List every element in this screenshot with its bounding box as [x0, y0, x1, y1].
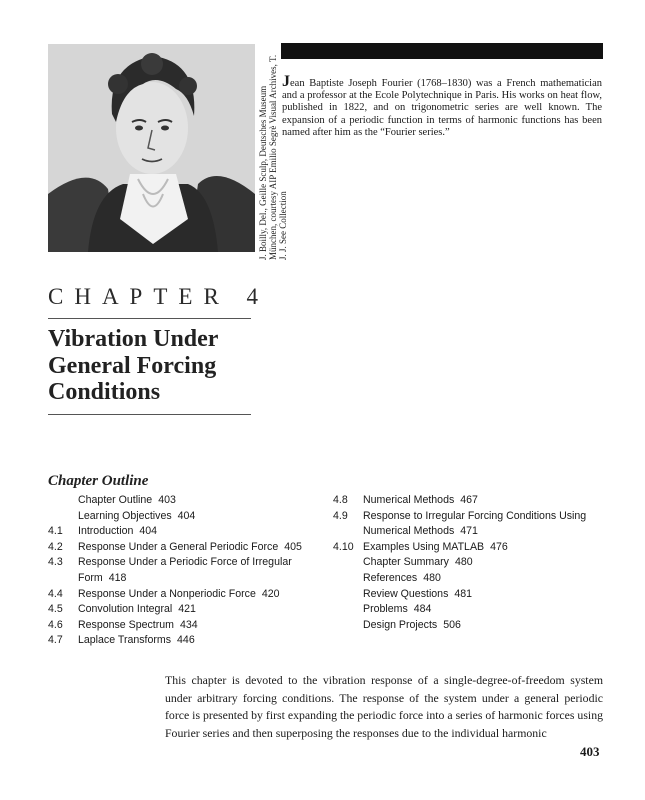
outline-item[interactable]: 4.9 Response to Irregular Forcing Conditions Using Numerical Methods 471	[333, 509, 587, 538]
fourier-biography	[282, 73, 602, 139]
outline-item[interactable]: 4.6 Response Spectrum 434	[48, 618, 198, 631]
outline-item[interactable]: 4.4 Response Under a Nonperiodic Force 420	[48, 587, 280, 600]
outline-left-column	[48, 493, 318, 649]
portrait-illustration	[48, 44, 255, 252]
bio-text: ean Baptiste Joseph Fourier (1768–1830) was a French mathematician and a professor at the Ecole Polytechnique in Paris. His works on heat flow, published in 1822, and on trigonometric series are well known. The expansion of a periodic function in terms of harmonic functions has been named after him as the “Fourier series.”	[282, 78, 602, 138]
outline-item[interactable]: Problems 484	[363, 603, 432, 616]
page-number: 403	[580, 744, 600, 759]
outline-item[interactable]: Review Questions 481	[363, 587, 473, 600]
divider	[48, 318, 251, 319]
outline-item[interactable]: References 480	[363, 571, 441, 584]
outline-item[interactable]: 4.5 Convolution Integral 421	[48, 603, 196, 616]
outline-item[interactable]: 4.3 Response Under a Periodic Force of Irregular Form 418	[48, 556, 292, 584]
divider	[48, 414, 251, 415]
outline-item[interactable]: Learning Objectives 404	[78, 509, 196, 522]
outline-right-column	[333, 493, 603, 633]
outline-item[interactable]: Chapter Outline 403	[78, 494, 176, 506]
bio-dropcap: J	[282, 73, 290, 90]
outline-item[interactable]: 4.10 Examples Using MATLAB 476	[333, 540, 508, 553]
outline-item[interactable]: 4.8 Numerical Methods 467	[333, 494, 478, 506]
outline-item[interactable]: 4.7 Laplace Transforms 446	[48, 634, 195, 647]
photo-credit: J. Boilly, Del., Geille Sculp, Deutsches Museum München, courtesy AIP Emilio Segrè Visual Archives, T. J. J. See Collection	[258, 54, 288, 260]
chapter-label: CHAPTER 4	[48, 284, 270, 309]
chapter-title: Vibration Under General Forcing Conditions	[48, 326, 219, 405]
outline-item[interactable]: 4.2 Response Under a General Periodic Force 405	[48, 540, 302, 553]
header-bar	[281, 43, 603, 59]
outline-heading: Chapter Outline	[48, 473, 149, 489]
fourier-portrait	[48, 44, 255, 252]
outline-item[interactable]: Chapter Summary 480	[363, 556, 473, 569]
outline-item[interactable]: Design Projects 506	[363, 618, 461, 631]
outline-item[interactable]: 4.1 Introduction 404	[48, 525, 158, 538]
body-paragraph: This chapter is devoted to the vibration response of a single-degree-of-freedom system under arbitrary forcing conditions. The response of the system under a general periodic force is presented by first expanding the periodic force into a series of harmonic forces using Fourier series and then superposing the responses due to the individual harmonic	[165, 673, 603, 740]
